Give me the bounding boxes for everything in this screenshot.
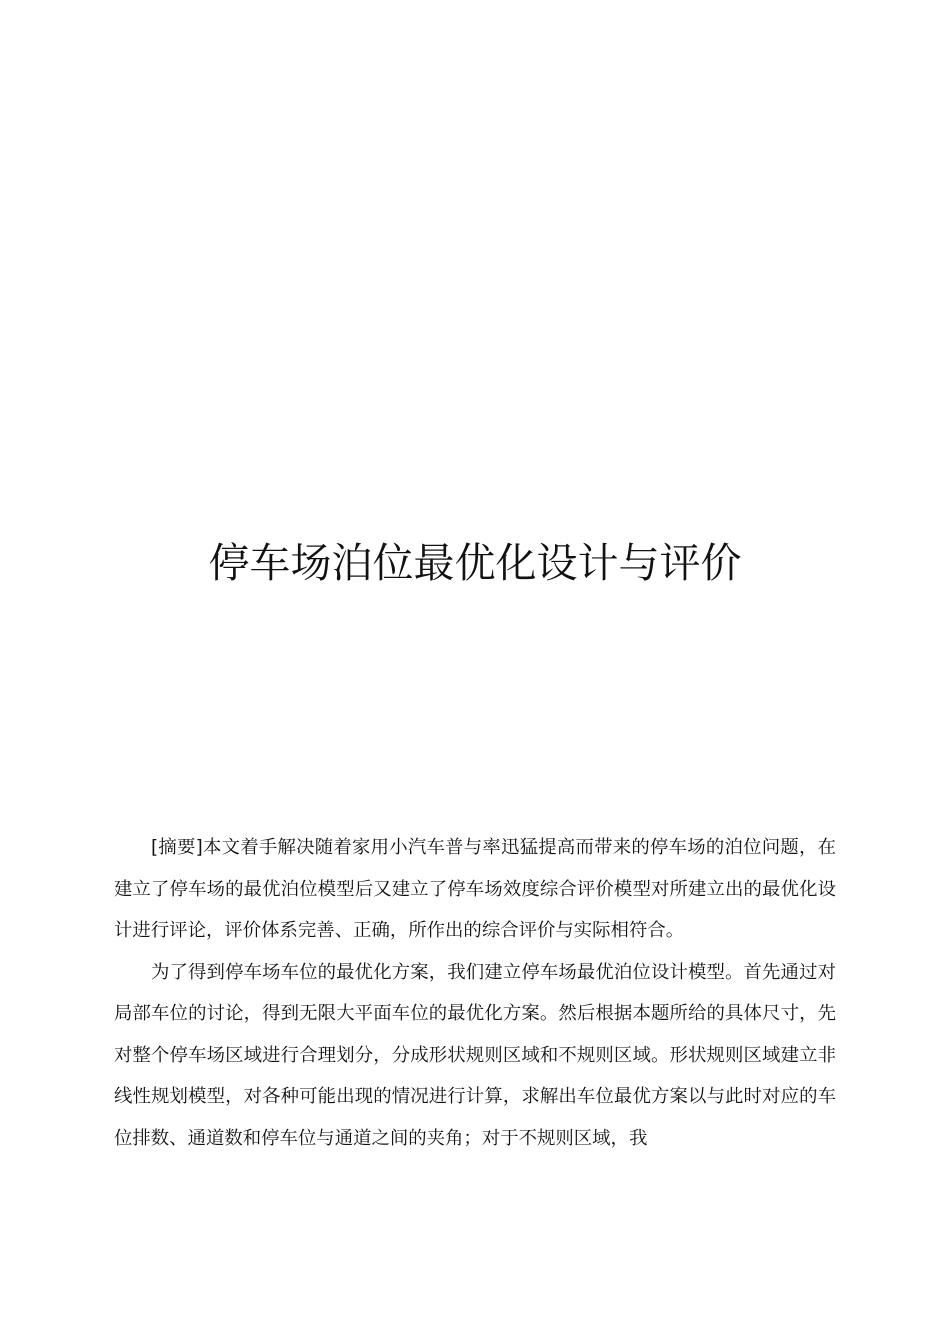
document-title: 停车场泊位最优化设计与评价: [208, 539, 742, 587]
method-paragraph: 为了得到停车场车位的最优化方案，我们建立停车场最优泊位设计模型。首先通过对局部车位的讨论，得到无限大平面车位的最优化方案。然后根据本题所给的具体尺寸，先对整个停车场区域进行合理划分，分成形状规则区域和不规则区域。形状规则区域建立非线性规划模型，对各种可能出现的情况进行计算，求解出车位最优方案以与此时对应的车位排数、通道数和停车位与通道之间的夹角；对于不规则区域，我: [114, 961, 836, 1149]
document-body: [114, 827, 836, 1159]
abstract-paragraph: [摘要]本文着手解决随着家用小汽车普与率迅猛提高而带来的停车场的泊位问题，在建立了停车场的最优泊位模型后又建立了停车场效度综合评价模型对所建立出的最优化设计进行评论，评价体系完善、正确，所作出的综合评价与实际相符合。: [114, 837, 836, 941]
